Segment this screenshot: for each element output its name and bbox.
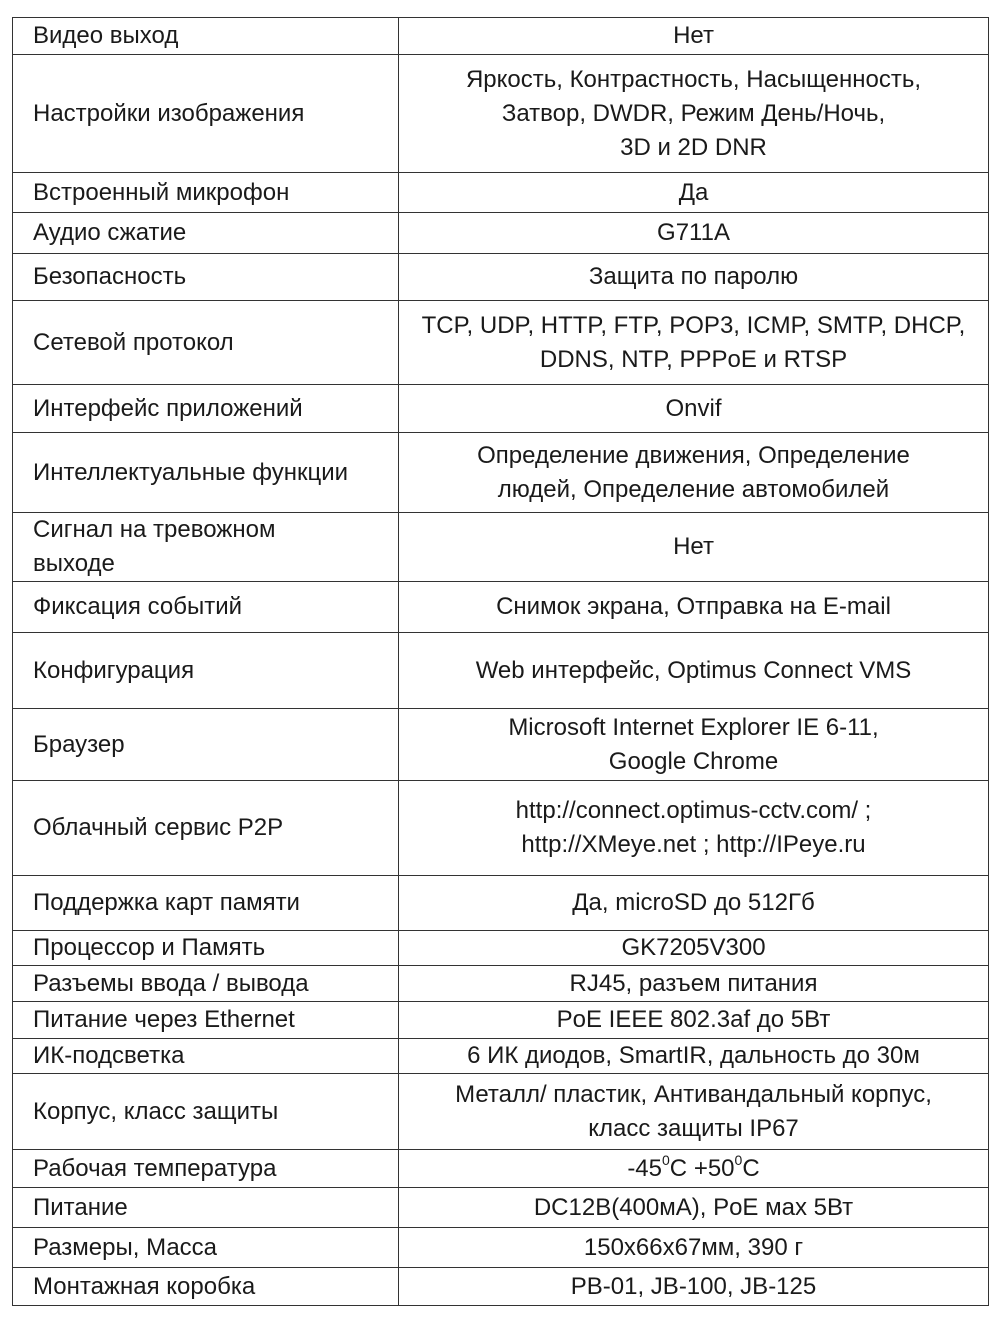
row-value: PB-01, JB-100, JB-125: [399, 1268, 989, 1306]
row-label: Питание через Ethernet: [13, 1002, 399, 1039]
spec-table: [12, 17, 989, 1306]
row-value: Яркость, Контрастность, Насыщенность, Затвор, DWDR, Режим День/Ночь, 3D и 2D DNR: [399, 55, 989, 173]
row-value: Да: [399, 173, 989, 213]
row-label: Видео выход: [13, 18, 399, 55]
row-label: Сигнал на тревожном выходе: [13, 513, 399, 582]
table-row: [13, 1039, 989, 1074]
table-row: [13, 301, 989, 385]
row-label: Размеры, Масса: [13, 1228, 399, 1268]
temp-low: -45: [627, 1154, 662, 1182]
row-label: Браузер: [13, 709, 399, 781]
row-value: GK7205V300: [399, 931, 989, 966]
row-value: PoE IEEE 802.3af до 5Вт: [399, 1002, 989, 1039]
table-row: [13, 709, 989, 781]
temp-unit-low: C: [669, 1154, 688, 1182]
row-label: Рабочая температура: [13, 1150, 399, 1188]
table-row: [13, 55, 989, 173]
table-row: [13, 781, 989, 876]
row-label: Сетевой протокол: [13, 301, 399, 385]
row-label: Конфигурация: [13, 633, 399, 709]
table-row: [13, 1268, 989, 1306]
row-value: Web интерфейс, Optimus Connect VMS: [399, 633, 989, 709]
row-label: Интерфейс приложений: [13, 385, 399, 433]
table-row: [13, 18, 989, 55]
table-row: [13, 385, 989, 433]
table-row: [13, 966, 989, 1002]
table-row: [13, 513, 989, 582]
degree-mark: 0: [734, 1151, 743, 1168]
row-value: Снимок экрана, Отправка на E-mail: [399, 582, 989, 633]
table-row: [13, 582, 989, 633]
row-label: Облачный сервис P2P: [13, 781, 399, 876]
row-label: Процессор и Память: [13, 931, 399, 966]
table-row: [13, 876, 989, 931]
row-value: Да, microSD до 512Гб: [399, 876, 989, 931]
row-label: ИК-подсветка: [13, 1039, 399, 1074]
row-value-temperature: [399, 1150, 989, 1188]
row-label: Поддержка карт памяти: [13, 876, 399, 931]
row-label: Аудио сжатие: [13, 213, 399, 254]
table-row: [13, 1002, 989, 1039]
table-row: [13, 1228, 989, 1268]
row-label: Корпус, класс защиты: [13, 1074, 399, 1150]
row-value: Microsoft Internet Explorer IE 6-11, Google Chrome: [399, 709, 989, 781]
table-row: [13, 433, 989, 513]
row-label: Монтажная коробка: [13, 1268, 399, 1306]
temp-high: +50: [693, 1154, 735, 1182]
row-value: http://connect.optimus-cctv.com/ ; http://XMeye.net ; http://IPeye.ru: [399, 781, 989, 876]
table-row: [13, 931, 989, 966]
row-value: 150х66х67мм, 390 г: [399, 1228, 989, 1268]
table-row: [13, 1074, 989, 1150]
row-label: Фиксация событий: [13, 582, 399, 633]
table-row: [13, 1150, 989, 1188]
row-label: Питание: [13, 1188, 399, 1228]
row-value: Защита по паролю: [399, 254, 989, 301]
row-label: Настройки изображения: [13, 55, 399, 173]
temp-unit-high: C: [742, 1154, 760, 1182]
row-value: Металл/ пластик, Антивандальный корпус, класс защиты IP67: [399, 1074, 989, 1150]
row-label: Встроенный микрофон: [13, 173, 399, 213]
row-label: Интеллектуальные функции: [13, 433, 399, 513]
table-row: [13, 1188, 989, 1228]
row-value: Нет: [399, 18, 989, 55]
row-label: Разъемы ввода / вывода: [13, 966, 399, 1002]
table-row: [13, 213, 989, 254]
row-value: G711A: [399, 213, 989, 254]
row-value: Нет: [399, 513, 989, 582]
row-value: Onvif: [399, 385, 989, 433]
table-row: [13, 254, 989, 301]
table-row: [13, 633, 989, 709]
row-value: Определение движения, Определение людей, Определение автомобилей: [399, 433, 989, 513]
row-label: Безопасность: [13, 254, 399, 301]
row-value: DC12В(400мА), PoE мах 5Вт: [399, 1188, 989, 1228]
row-value: TCP, UDP, HTTP, FTP, POP3, ICMP, SMTP, DHCP, DDNS, NTP, PPPoE и RTSP: [399, 301, 989, 385]
row-value: RJ45, разъем питания: [399, 966, 989, 1002]
row-value: 6 ИК диодов, SmartIR, дальность до 30м: [399, 1039, 989, 1074]
degree-mark: 0: [662, 1151, 670, 1168]
table-row: [13, 173, 989, 213]
